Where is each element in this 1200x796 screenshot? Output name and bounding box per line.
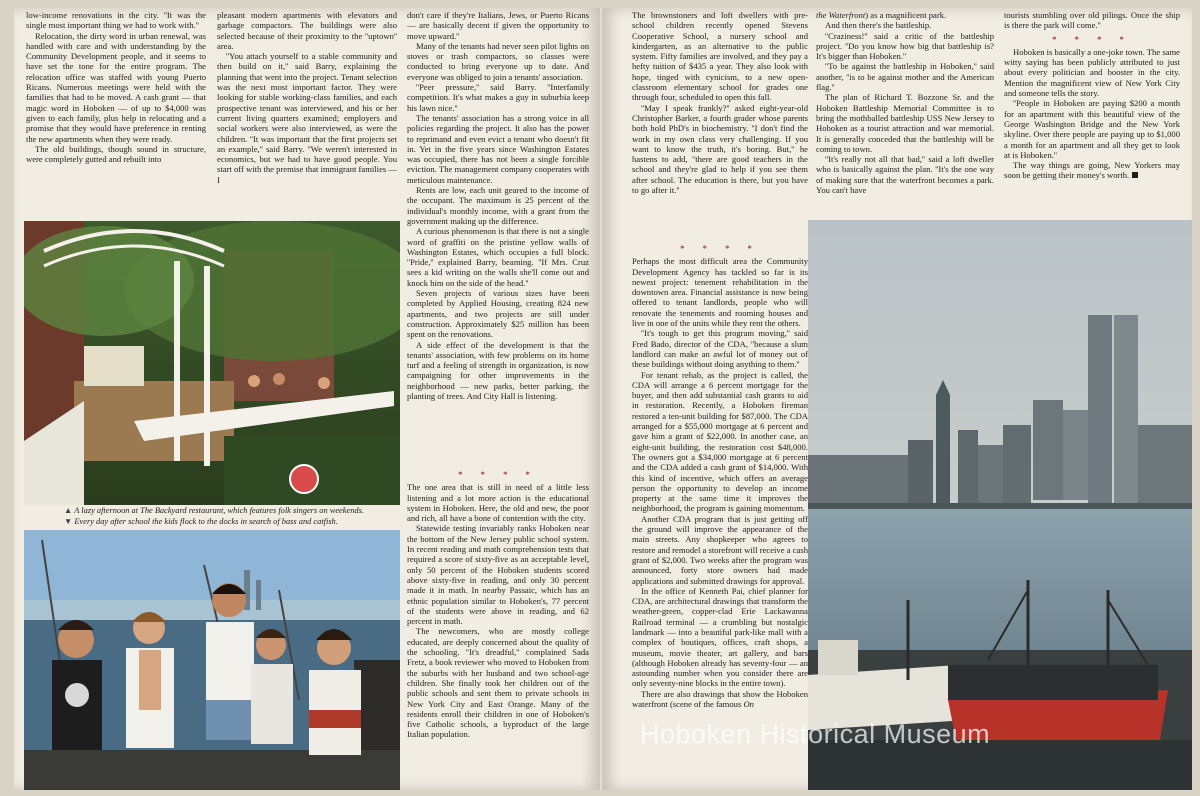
right-col-3 — [1004, 10, 1180, 220]
film-title-start: On — [743, 699, 754, 710]
caption-text: A lazy afternoon at The Backyard restaurant, which features folk singers on weekends. — [74, 506, 364, 515]
paragraph: Perhaps the most difficult area the Community Development Agency has tackled so far is its newest project: tenement rehabilitation in the downtown area. Financial assistance is now being offered to tenant landlords, people who will renovate the tenements and rooming houses and live in one of the units while they rent the others. — [632, 256, 808, 329]
paragraph: The old buildings, though sound in structure, were completely gutted and rebuilt into — [26, 143, 206, 165]
paragraph: Hoboken is basically a one-joke town. The same witty saying has been publicly attributed to just about every politician and booster in the city. Mention the magnificent view of New York City and someone tells the story. — [1004, 46, 1180, 99]
caption-text: Every day after school the kids flock to the docks in search of bass and catfish. — [74, 517, 338, 526]
right-page — [602, 8, 1192, 790]
paragraph: ''It's tough to get this program moving,'' said Fred Bado, director of the CDA, ''because a slum landlord can make an awful lot of money out of these buildings without doing anything to them.'' — [632, 328, 808, 370]
left-col-1 — [26, 10, 206, 220]
paragraph: low-income renovations in the city. ''It was the single most important thing we had to work with.'' — [26, 10, 206, 31]
paragraph: A curious phenomenon is that there is not a single word of graffiti on the pristine yellow walls of Washington Estates, which occupies a full block. ''Pride,'' explained Barry, beaming. ''If Mrs. Cruz sees a kid writing on the walls she'll come out and knock him on the side of the head.'' — [407, 226, 589, 288]
paragraph: For tenant rehab, as the project is called, the CDA will arrange a 6 percent mortgage for the buyer, and then add substantial cash grants to aid in restoration. Recently, a Hoboken fireman restored a ten-unit building for $87,000. The CDA arranged for a $55,000 mortgage at 6 percent and gave him a grant of $22,000. In another case, an eight-unit building, the restoration cost $48,000. The owners got a $34,000 mortgage at 6 percent and the CDA added a cash grant of $14,000. With this kind of incentive, which offers an average person the opportunity to develop an income property at the same time it improves the neighborhood, the program is gaining momentum. — [632, 369, 808, 514]
paragraph: ''Peer pressure,'' said Barry. ''Interfamily competition. It's what makes a guy in suburbia keep his lawn nice.'' — [407, 82, 589, 113]
kids-fishing-photo — [24, 530, 400, 790]
left-page — [14, 8, 600, 790]
paragraph — [1004, 160, 1180, 181]
kids-fishing-image — [24, 530, 400, 790]
garden-restaurant-image — [24, 221, 400, 505]
paragraph: ''It's really not all that bad,'' said a loft dweller who is basically against the plan. ''It's the one way of making sure that the waterfront becomes a park. You can't have — [816, 154, 994, 196]
left-col-3b — [407, 466, 589, 788]
right-col-1b — [632, 240, 808, 790]
down-triangle-icon: ▼ — [64, 517, 73, 526]
section-separator: * * * * — [680, 243, 760, 253]
museum-watermark: Hoboken Historical Museum — [640, 719, 991, 749]
paragraph: pleasant modern apartments with elevators and garbage compactors. The buildings were also selected because of their proximity to the ''uptown'' area. — [217, 10, 397, 51]
paragraph: ''May I speak frankly?'' asked eight-year-old Christopher Barker, a fourth grader whose parents both hold PhD's in biochemistry. ''I don't find the work in my own class very challenging. If you want to know the truth, it's boring. But,'' he hastens to add, ''there are good teachers in the school and they're glad to help if you see them after school. The education is there, but you have to go after it.'' — [632, 102, 808, 196]
paragraph-text: The way things are going, New Yorkers may soon be getting their money's worth. — [1004, 160, 1180, 181]
paragraph: ''You attach yourself to a stable community and then build on it,'' said Barry, explaining the planning that went into the project. Tenant selection was the next most important factor. They were looking for stable working-class families, and each prospective tenant was interviewed, and his or her current living quarters examined; employers and social workers were also interviewed, as were the children. ''It was important that the first projects set an example,'' said Barry. ''We weren't interested in economics, but we had to have good people. You start off with the premise that immigrant families — I — [217, 51, 397, 185]
paragraph: The brownstoners and loft dwellers with pre-school children recently opened Stevens Cooperative School, a nursery school and kindergarten, as an alternative to the public system. Fifty families are involved, and they pay a hefty tuition of $435 a year. They also look with hope, tinged with cynicism, to a new open-classroom elementary school for grades one through four, scheduled to open this fall. — [632, 10, 808, 103]
paragraph: The newcomers, who are mostly college educated, are deeply concerned about the quality of the schooling. ''It's dreadful,'' complained Sada Fretz, a book reviewer who moved to Hoboken from the suburbs with her husband and two school-age children. She finally took her children out of the public schools and sent them to private schools in New York City and East Orange. Many of the residents enroll their children in one of Hoboken's five Catholic schools, a byproduct of the large Italian population. — [407, 626, 589, 740]
photo-caption-1 — [64, 506, 404, 516]
left-col-3 — [407, 10, 589, 466]
paragraph — [632, 689, 808, 710]
paragraph: don't care if they're Italians, Jews, or Puerto Ricans — are basically decent if given the opportunity to move upward.'' — [407, 10, 589, 41]
paragraph: In the office of Kenneth Pai, chief planner for CDA, are architectural drawings that transform the weather-green, copper-clad Erie Lackawanna Railroad terminal — a crumbling but nostalgic landmark — into a beautiful park-like mall with a complex of boutiques, offices, craft shops, a museum, movie theater, art gallery, and bars (although Hoboken already has seventy-four — an astounding number when you consider there are only seventy-nine blocks in the entire town). — [632, 585, 808, 689]
paragraph: Seven projects of various sizes have been completed by Applied Housing, creating 824 new apartments, and two projects are still under construction. Approximately $25 million has been spent on the renovations. — [407, 288, 589, 340]
up-triangle-icon: ▲ — [64, 506, 73, 515]
paragraph — [816, 10, 994, 20]
paragraph: The plan of Richard T. Bozzone Sr. and the Hoboken Battleship Memorial Committee is to bring the mothballed battleship USS New Jersey to Hoboken as a tourist attraction and war memorial. It is generally conceded that the battleship will be coming to town. — [816, 92, 994, 154]
paragraph: ''People in Hoboken are paying $200 a month for an apartment with this beautiful view of the George Washington Bridge and the New York skyline. Over there people are paying up to $1,000 a month for an apartment and all they get to look at is Hoboken.'' — [1004, 98, 1180, 160]
section-separator: * * * * — [458, 469, 538, 479]
paragraph: tourists stumbling over old pilings. Once the ship is there the park will come.'' — [1004, 10, 1180, 31]
section-separator: * * * * — [1052, 33, 1132, 44]
paragraph: And then there's the battleship. — [825, 20, 932, 31]
right-col-2 — [816, 10, 994, 220]
right-col-1 — [632, 10, 808, 238]
paragraph: ''To be against the battleship in Hoboken,'' said another, ''is to be against mother and the American flag.'' — [816, 61, 994, 93]
end-mark-icon — [1132, 172, 1138, 178]
garden-restaurant-photo — [24, 221, 400, 505]
paragraph: The tenants' association has a strong voice in all policies regarding the project. It also has the power to reprimand and even evict a tenant who doesn't fit in. Yet in the five years since Washington Estates was occupied, there has not been a single forcible eviction. The management company cooperates with meticulous maintenance. — [407, 112, 589, 185]
skyline-docks-image — [808, 220, 1192, 790]
paragraph-text: ) as a magnificent park. — [865, 10, 947, 20]
paragraph: The one area that is still in need of a little less listening and a lot more action is the educational system in Hoboken. Here, the old and new, the poor and rich, all have a bone of contention with the city. — [407, 482, 589, 524]
photo-caption-2 — [64, 517, 404, 527]
paragraph: Statewide testing invariably ranks Hoboken near the bottom of the New Jersey public school system. In recent reading and math comprehension tests that required a score of sixty-five as an acceptable level, only 50 percent of the Hoboken students scored above sixty-five in reading, and only 30 percent made it in math. In nearby Passaic, which has an ethnic population similar to Hoboken's, 77 percent of the students were above in reading, and 62 percent in math. — [407, 523, 589, 627]
paragraph: A side effect of the development is that the tenants' association, with few problems on its home turf and a feeling of strength in organization, is now campaigning for other improvements in the neighborhood — new parks, better parking, the planting of trees. And City Hall is listening. — [407, 339, 589, 401]
paragraph-text: There are also drawings that show the Hoboken waterfront (scene of the famous — [632, 688, 808, 710]
paragraph: Relocation, the dirty word in urban renewal, was handled with care and with understanding by the Community Development people, and it seems to have set the tone for the entire program. The relocation office was staffed with young Puerto Ricans. Numerous meetings were held with the families that had to be moved. A cash grant — that magic word in Hoboken — of up to $4,000 was given to each family, plus help in relocating and a promise that they would have preference in renting the new apartments when they were ready. — [26, 30, 206, 144]
paragraph: Many of the tenants had never seen pilot lights on stoves or trash compactors, so classes were conducted to bring everyone up to date. And everyone was obliged to join a tenants' association. — [407, 40, 589, 82]
skyline-docks-photo — [808, 220, 1192, 790]
left-col-2 — [217, 10, 397, 220]
paragraph: ''Craziness!'' said a critic of the battleship project. ''Do you know how big that battleship is? It's bigger than Hoboken.'' — [816, 30, 994, 62]
paragraph: Another CDA program that is just getting off the ground will improve the appearance of the main streets. Any shopkeeper who agrees to restore and remodel a storefront will receive a cash grant of $2,000. Two weeks after the program was announced, forty store owners had made applications and submitted drawings for approval. — [632, 513, 808, 586]
film-title-end: the Waterfront — [816, 10, 866, 20]
paragraph: Rents are low, each unit geared to the income of the occupant. The maximum is 25 percent of the individual's monthly income, with a grant from the government making up the difference. — [407, 185, 589, 226]
